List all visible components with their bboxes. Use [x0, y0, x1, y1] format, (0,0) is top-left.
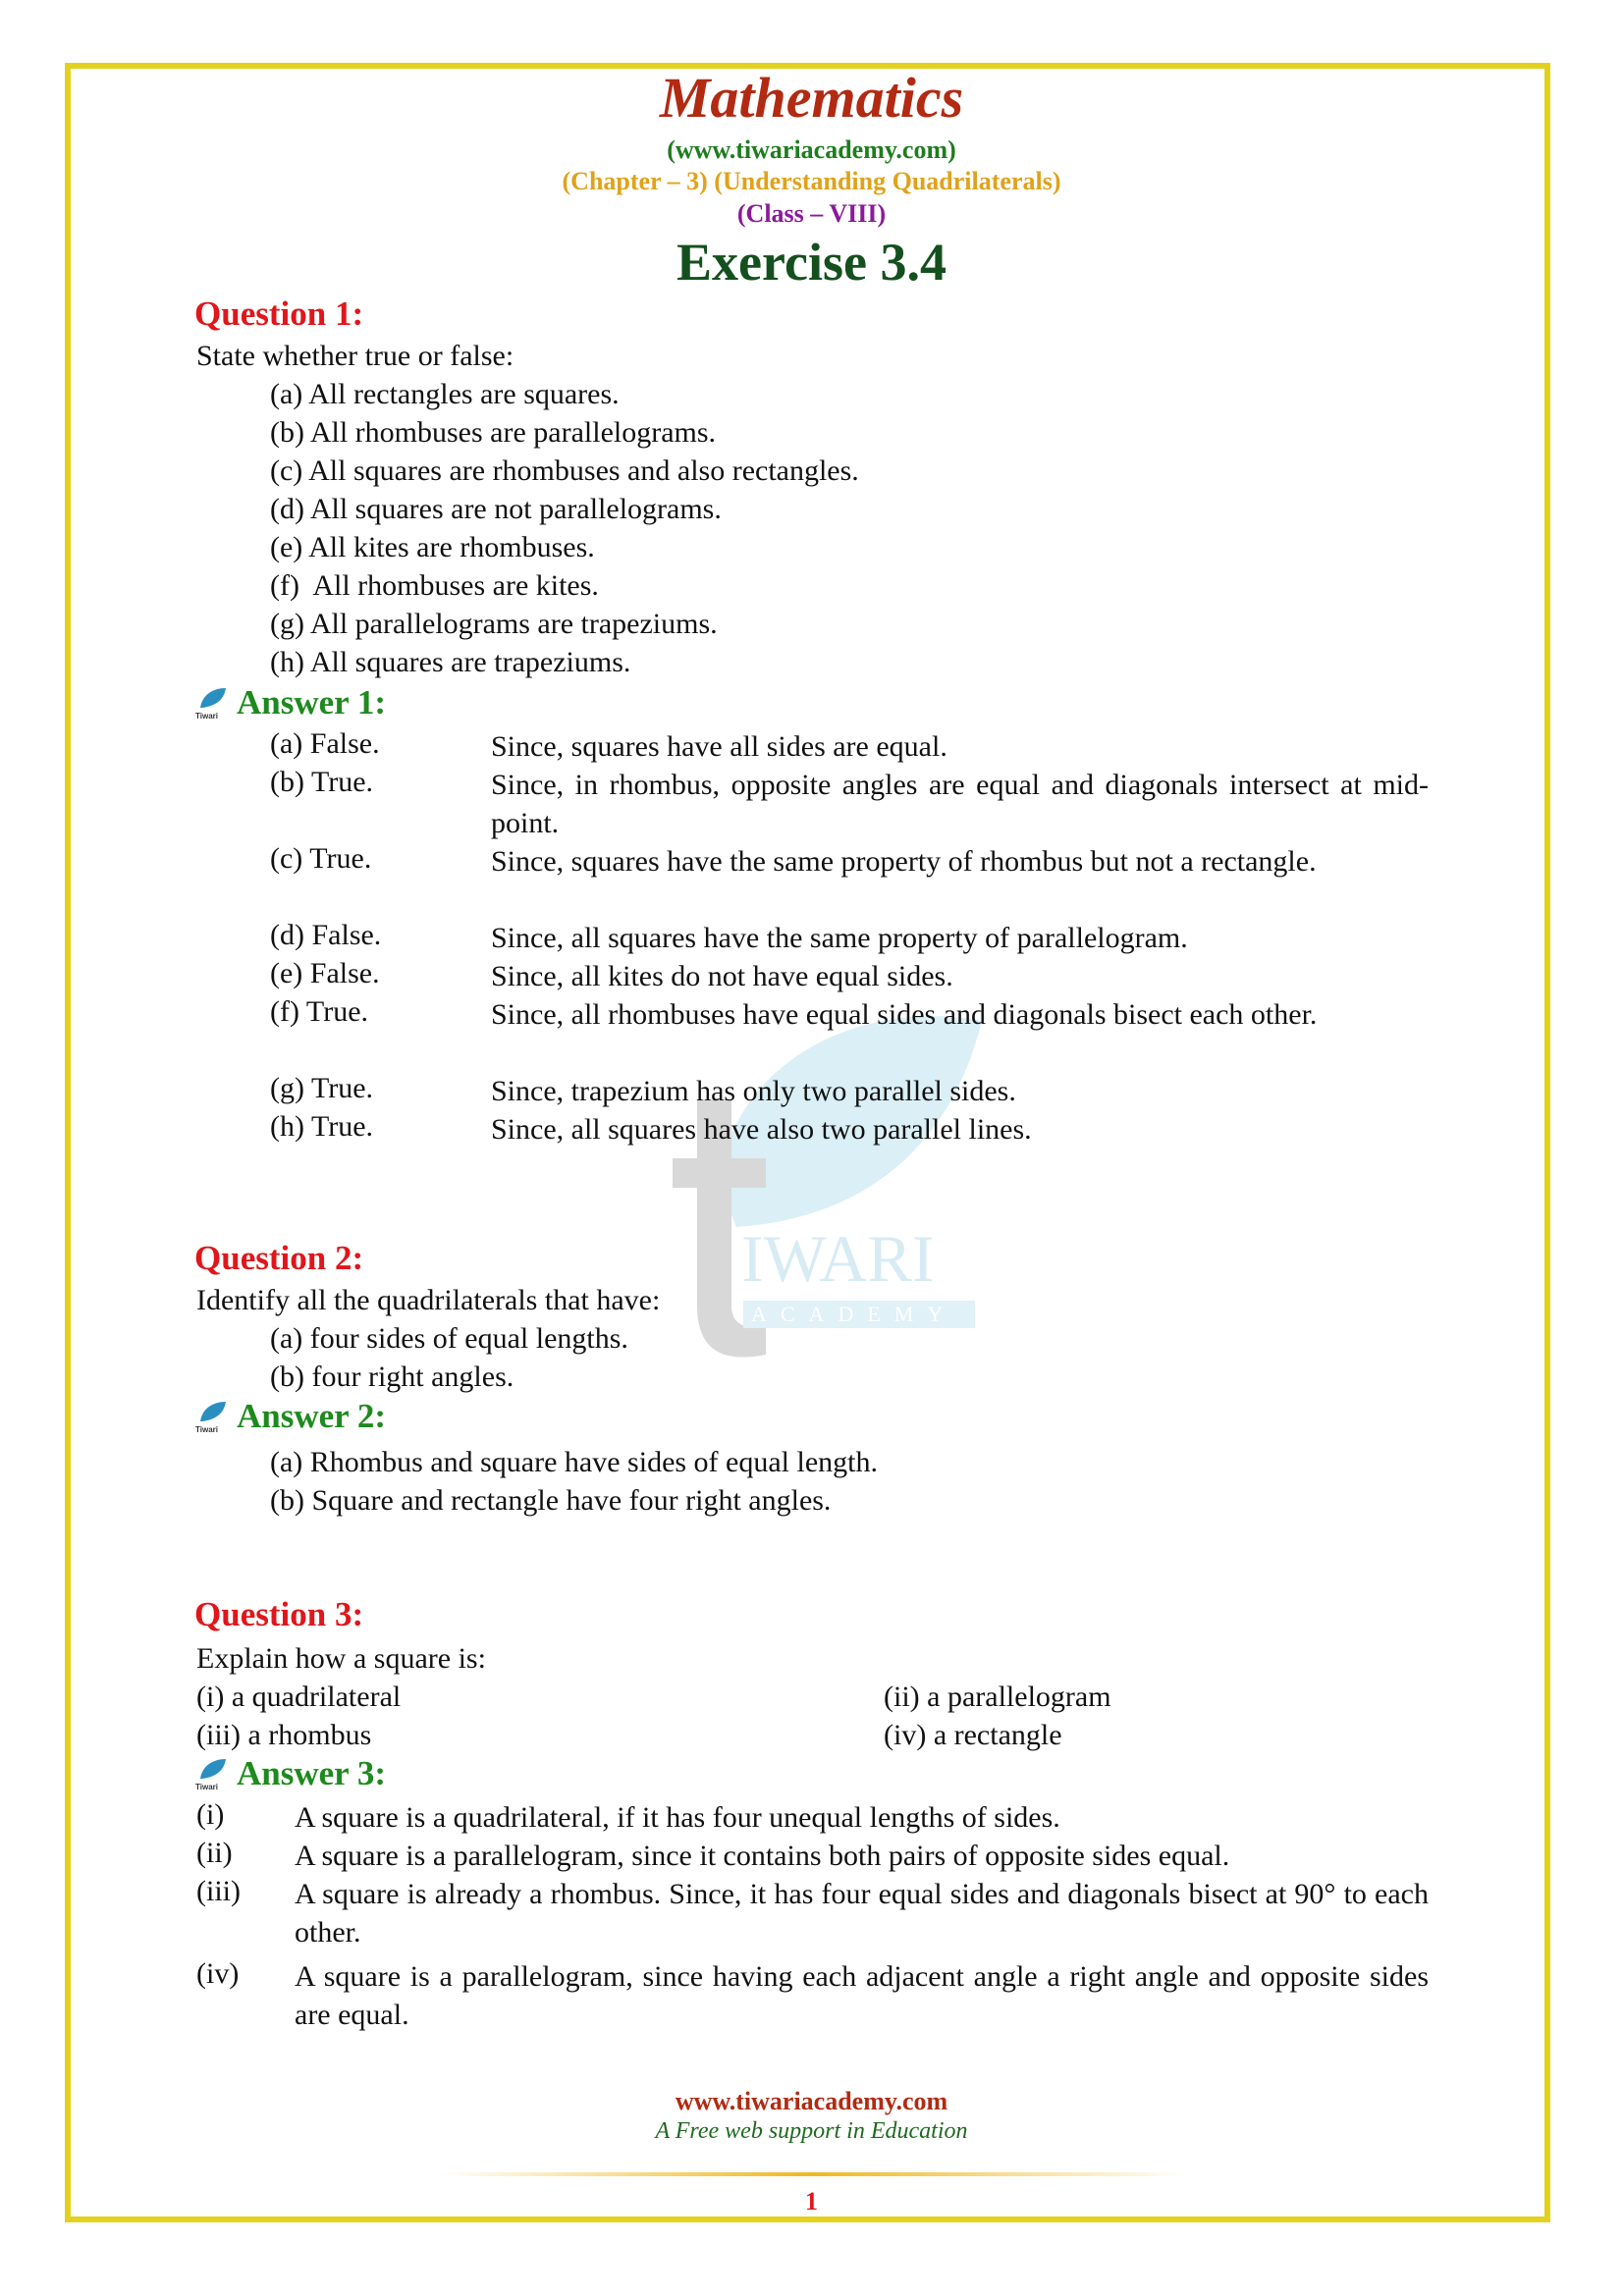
a1-tag-h: (h) True.	[270, 1110, 374, 1143]
q3-option-ii: (ii) a parallelogram	[884, 1681, 1111, 1713]
q1-item-a: (a) All rectangles are squares.	[270, 378, 620, 410]
a1-tag-e: (e) False.	[270, 957, 380, 989]
a1-text-g: Since, trapezium has only two parallel sides.	[491, 1075, 1016, 1107]
answer-1-label: Answer 1:	[237, 683, 386, 721]
question-3-prompt: Explain how a square is:	[196, 1642, 486, 1675]
chapter-title: (Chapter – 3) (Understanding Quadrilaterals)	[562, 167, 1061, 195]
a1-tag-a: (a) False.	[270, 727, 380, 760]
answer-3-label: Answer 3:	[237, 1754, 386, 1792]
q1-item-c: (c) All squares are rhombuses and also rectangles.	[270, 454, 859, 487]
a3-text-ii: A square is a parallelogram, since it contains both pairs of opposite sides equal.	[295, 1840, 1230, 1872]
svg-text:Tiwari: Tiwari	[195, 712, 218, 720]
footer-divider	[437, 2172, 1188, 2176]
q1-item-e: (e) All kites are rhombuses.	[270, 531, 595, 563]
tiwari-logo-icon	[194, 1400, 228, 1433]
subject-title: Mathematics	[659, 66, 964, 130]
question-1-prompt: State whether true or false:	[196, 340, 514, 372]
a1-text-b: Since, in rhombus, opposite angles are equal and diagonals intersect at mid-point.	[491, 769, 1429, 839]
a1-text-a: Since, squares have all sides are equal.	[491, 730, 947, 763]
a2-item-a: (a) Rhombus and square have sides of equal length.	[270, 1446, 878, 1478]
a3-text-iii: A square is already a rhombus. Since, it has four equal sides and diagonals bisect at 90° to each other.	[295, 1878, 1429, 1949]
q3-option-iii: (iii) a rhombus	[196, 1719, 372, 1751]
watermark-word: IWARI	[741, 1221, 935, 1296]
answer-2-heading	[194, 1397, 386, 1436]
a1-text-e: Since, all kites do not have equal sides.	[491, 960, 953, 992]
question-2-heading: Question 2:	[194, 1239, 364, 1277]
a3-text-iv: A square is a parallelogram, since having each adjacent angle a right angle and opposite sides are equal.	[295, 1960, 1429, 2031]
answer-2-label: Answer 2:	[237, 1397, 386, 1435]
question-3-heading: Question 3:	[194, 1595, 364, 1633]
q2-item-a: (a) four sides of equal lengths.	[270, 1322, 628, 1355]
a3-num-iv: (iv)	[196, 1957, 240, 1990]
a1-text-f: Since, all rhombuses have equal sides and diagonals bisect each other.	[491, 998, 1318, 1031]
q3-option-iv: (iv) a rectangle	[884, 1719, 1062, 1751]
a1-text-d: Since, all squares have the same property of parallelogram.	[491, 922, 1188, 954]
q1-item-d: (d) All squares are not parallelograms.	[270, 493, 722, 525]
footer-tagline: A Free web support in Education	[655, 2118, 968, 2144]
svg-text:Tiwari: Tiwari	[195, 1783, 218, 1790]
q1-item-h: (h) All squares are trapeziums.	[270, 646, 631, 678]
a1-text-c: Since, squares have the same property of rhombus but not a rectangle.	[491, 845, 1317, 878]
answer-3-heading	[194, 1754, 386, 1793]
a1-tag-c: (c) True.	[270, 842, 372, 875]
tiwari-watermark-logo	[628, 982, 1001, 1364]
a2-item-b: (b) Square and rectangle have four right angles.	[270, 1484, 832, 1517]
a1-tag-d: (d) False.	[270, 919, 382, 951]
q1-item-g: (g) All parallelograms are trapeziums.	[270, 608, 718, 640]
class-label: (Class – VIII)	[736, 199, 887, 228]
svg-text:Tiwari: Tiwari	[195, 1425, 218, 1433]
question-1-heading: Question 1:	[194, 294, 364, 333]
a1-text-h: Since, all squares have also two parallel lines.	[491, 1113, 1032, 1146]
a3-num-i: (i)	[196, 1798, 225, 1831]
exercise-title: Exercise 3.4	[676, 233, 947, 292]
watermark-sub: ACADEMY	[751, 1302, 957, 1326]
q1-item-f: (f) All rhombuses are kites.	[270, 569, 599, 602]
question-2-prompt: Identify all the quadrilaterals that have:	[196, 1284, 661, 1316]
tiwari-logo-icon	[194, 1757, 228, 1790]
q3-option-i: (i) a quadrilateral	[196, 1681, 402, 1713]
a1-tag-g: (g) True.	[270, 1072, 374, 1104]
a3-text-i: A square is a quadrilateral, if it has four unequal lengths of sides.	[295, 1801, 1060, 1834]
a1-tag-f: (f) True.	[270, 995, 369, 1028]
q1-item-b: (b) All rhombuses are parallelograms.	[270, 416, 717, 449]
q2-item-b: (b) four right angles.	[270, 1361, 514, 1393]
a1-tag-b: (b) True.	[270, 766, 374, 798]
tiwari-logo-icon	[194, 686, 228, 720]
answer-1-heading	[194, 683, 386, 722]
page-number: 1	[805, 2187, 818, 2216]
header-website: (www.tiwariacademy.com)	[667, 135, 956, 164]
a3-num-iii: (iii)	[196, 1875, 241, 1907]
a3-num-ii: (ii)	[196, 1837, 233, 1869]
footer-website: www.tiwariacademy.com	[675, 2087, 948, 2115]
